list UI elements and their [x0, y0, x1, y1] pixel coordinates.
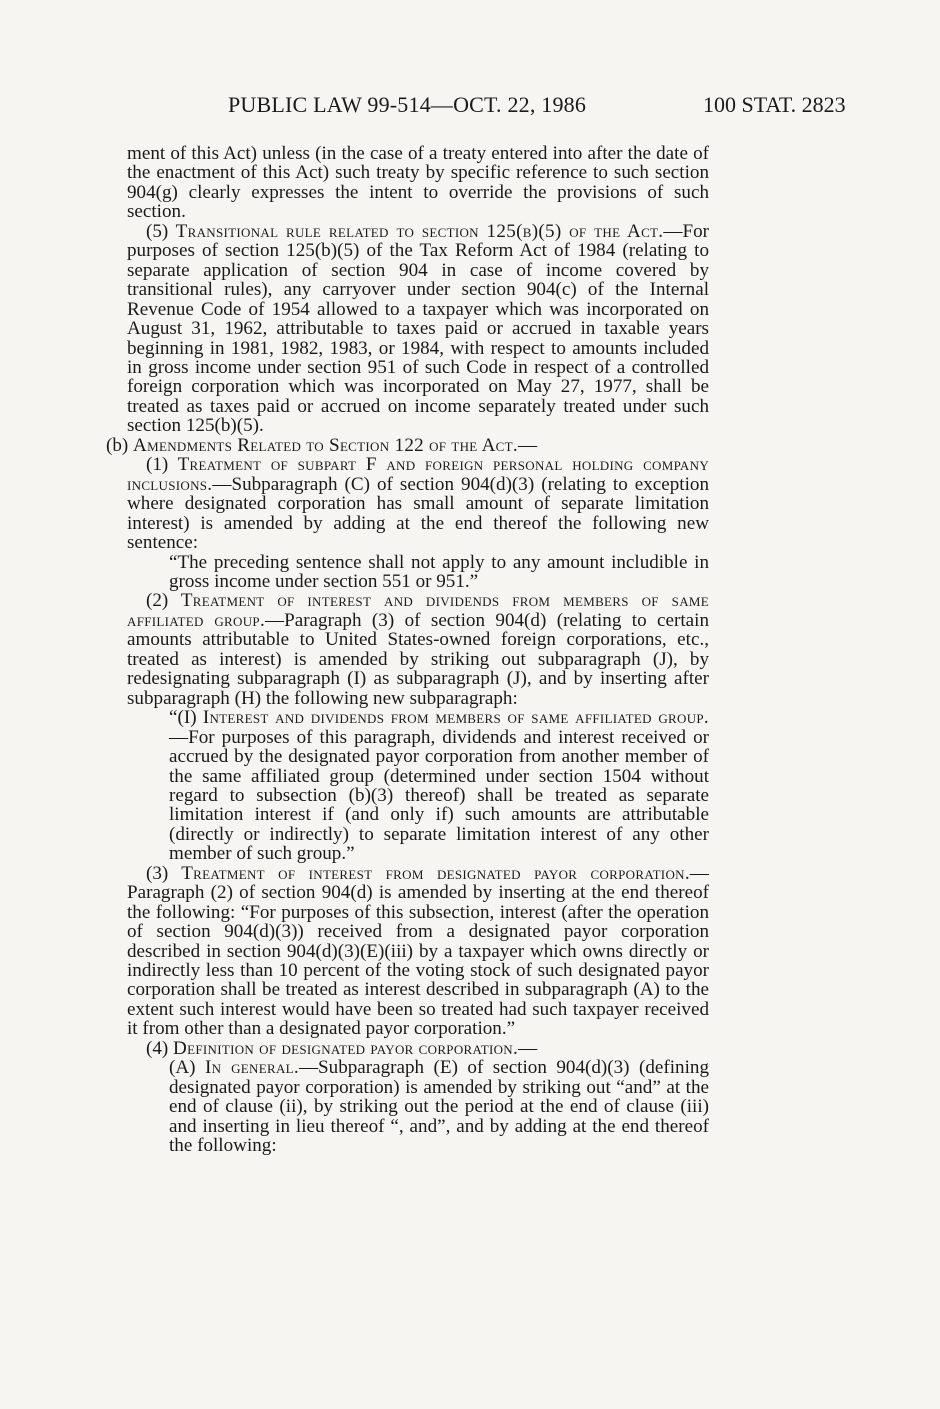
statute-text — [106, 143, 710, 1157]
subparagraph-heading: Interest and dividends from members of same affiliated group. — [202, 707, 709, 729]
paragraph-heading: Treatment of subpart F and foreign personal holding company inclusions. — [127, 454, 710, 495]
subsection-b-heading: (b) Amendments Related to Section 122 of the Act.— — [106, 434, 538, 456]
paragraph-5-transitional-rule: (5) Transitional rule related to section 125(b)(5) of the Act.—For purposes of section 125(b)(5) of the Tax Reform Act of 1984 (relating to separate application of section 904 in case of income covered by transitional rules), any carryover under section 904(c) of the Internal Revenue Code of 1954 allowed to a taxpayer which was incorporated on August 31, 1962, attributable to taxes paid or accrued in taxable years beginning in 1981, 1982, 1983, or 1984, with respect to amounts included in gross income under section 951 of such Code in respect of a controlled foreign corporation which was incorporated on May 27, 1977, shall be treated as taxes paid or accrued on income separately treated under such section 125(b)(5). — [127, 220, 709, 437]
page-header — [0, 92, 940, 122]
subparagraph-heading: In general. — [205, 1057, 299, 1079]
paragraph-2-interest-dividends: (2) Treatment of interest and dividends from members of same affiliated group.—Paragraph (3) of section 904(d) (relating to certain amounts attributable to United States-owned foreign corporations, etc., treated as interest) is amended by striking out subparagraph (J), by redesignating subparagraph (I) as subparagraph (J), and by inserting after subparagraph (H) the following new subparagraph: — [127, 590, 709, 709]
paragraph-3-designated-payor: (3) Treatment of interest from designated payor corporation.—Paragraph (2) of section 904(d) is amended by inserting at the end thereof the following: “For purposes of this subsection, interest (after the operation of section 904(d)(3)) received from a designated payor corporation described in section 904(d)(3)(E)(iii) by a taxpayer which owns directly or indirectly less than 10 percent of the voting stock of such designated payor corporation shall be treated as interest described in subparagraph (A) to the extent such interest would have been so treated had such taxpayer received it from other than a designated payor corporation.” — [127, 862, 709, 1040]
paragraph-heading: Treatment of interest from designated payor corporation. — [181, 862, 690, 884]
paragraph-heading: Treatment of interest and dividends from members of same affiliated group. — [127, 590, 709, 631]
quoted-subparagraph-i: “(I) Interest and dividends from members of same affiliated group.—For purposes of this paragraph, dividends and interest received or accrued by the designated payor corporation from another member of the same affiliated group (determined under section 1504 without regard to subsection (b)(3) thereof) shall be treated as separate limitation interest if (and only if) such amounts are attributable (directly or indirectly) to separate limitation interest of any other member of such group.” — [169, 707, 709, 865]
paragraph-4-definition: (4) Definition of designated payor corporation.— — [146, 1037, 538, 1059]
running-head: PUBLIC LAW 99-514—OCT. 22, 1986 — [228, 92, 587, 117]
paragraph-heading: Definition of designated payor corporation. — [173, 1037, 519, 1059]
stat-reference: 100 STAT. 2823 — [703, 92, 846, 117]
paragraph-continuation: ment of this Act) unless (in the case of a treaty entered into after the date of the enactment of this Act) such treaty by specific reference to such section 904(g) clearly expresses the intent to override the provisions of such section. — [127, 143, 709, 223]
quoted-sentence: “The preceding sentence shall not apply to any amount includible in gross income under section 551 or 951.” — [169, 551, 709, 592]
paragraph-heading: Transitional rule related to section 125(b)(5) of the Act. — [175, 220, 664, 242]
paragraph-1-subpart-f: (1) Treatment of subpart F and foreign personal holding company inclusions.—Subparagraph (C) of section 904(d)(3) (relating to exception where designated corporation has small amount of separate limitation interest) is amended by adding at the end thereof the following new sentence: — [127, 454, 710, 554]
subparagraph-a-in-general: (A) In general.—Subparagraph (E) of section 904(d)(3) (defining designated payor corporation) is amended by striking out “and” at the end of clause (ii), by striking out the period at the end of clause (iii) and inserting in lieu thereof “, and”, and by adding at the end thereof the following: — [169, 1057, 709, 1157]
subsection-heading: Amendments Related to Section 122 of the Act. — [133, 434, 518, 456]
